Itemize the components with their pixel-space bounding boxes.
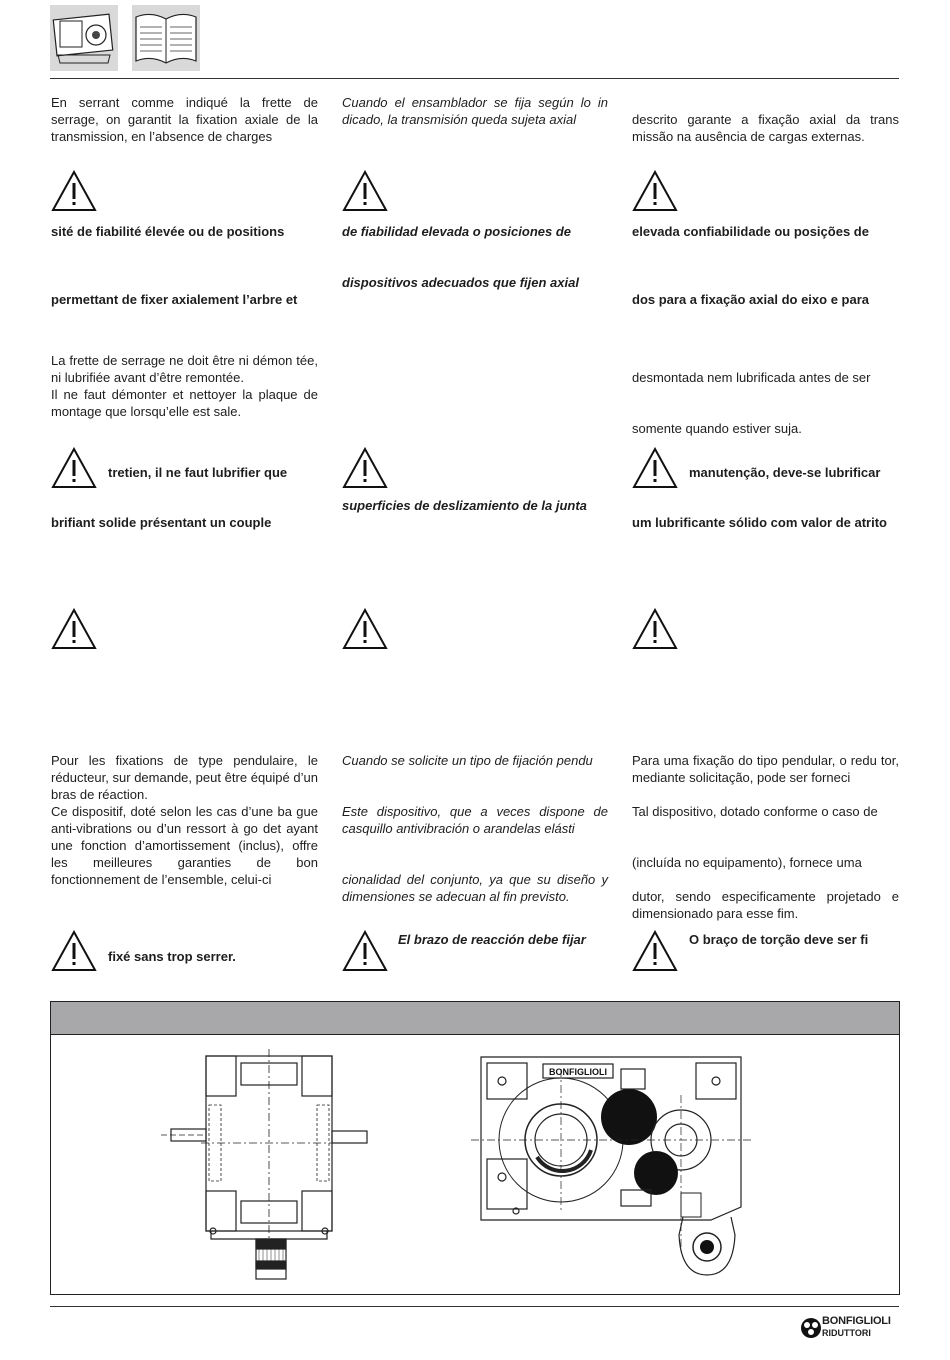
fr-paragraph-3a: Pour les fixations de type pendulaire, le réducteur, sur demande, peut être équipé d’un bras de réaction. [51,753,318,802]
header-rule [50,78,899,79]
open-book-icon [132,5,200,71]
warning-triangle-icon [342,608,388,650]
gearbox-drawings [51,1035,899,1294]
es-paragraph-1: Cuando el ensamblador se fija según lo in dicado, la transmisión queda sujeta axial [342,95,608,127]
pt-paragraph-2a: desmontada nem lubrificada antes de ser [632,370,871,385]
pt-warning-4: O braço de torção deve ser fi [689,932,869,947]
footer-rule [50,1306,899,1307]
header-icons [50,5,200,71]
es-warning-4: El brazo de reacción debe fijar [398,932,586,947]
es-warning-1: de fiabilidad elevada o posiciones de [342,224,572,239]
pt-warning-2b: um lubrificante sólido com valor de atrito [632,515,887,530]
pt-paragraph-3a: Para uma fixação do tipo pendular, o redu tor, mediante solicitação, pode ser forneci [632,753,899,785]
pt-paragraph-3d: dutor, sendo especificamente projetado e dimensionado para esse fim. [632,889,899,921]
warning-triangle-icon [51,930,97,972]
svg-text:BONFIGLIOLI: BONFIGLIOLI [549,1067,607,1077]
es-paragraph-3b: Este dispositivo, que a veces dispone de casquillo antivibración o arandelas elásti [342,804,608,836]
footer-brand: BONFIGLIOLI [822,1315,891,1327]
pt-paragraph-3c: (incluída no equipamento), fornece uma [632,855,862,870]
footer-brand-sub: RIDUTTORI [822,1328,871,1338]
warning-triangle-icon [632,447,678,489]
es-paragraph-3a: Cuando se solicite un tipo de fijación pendu [342,753,593,768]
warning-triangle-icon [342,930,388,972]
warning-triangle-icon [632,608,678,650]
warning-triangle-icon [51,447,97,489]
es-warning-1b: dispositivos adecuados que fijen axial [342,275,579,290]
fr-warning-4: fixé sans trop serrer. [108,949,236,964]
pt-warning-1b: dos para a fixação axial do eixo e para [632,292,869,307]
warning-triangle-icon [632,170,678,212]
warning-triangle-icon [632,930,678,972]
pt-warning-1: elevada confiabilidade ou posições de [632,224,869,239]
pt-paragraph-3b: Tal dispositivo, dotado conforme o caso de [632,804,878,819]
fr-paragraph-3b: Ce dispositif, doté selon les cas d’une ba gue anti-vibrations ou d’un ressort à go det ayant une fonction d’amortissement (inclus), offre les meilleures garanties de bon fonctionnement de l’ensemble, celui-ci [51,804,318,887]
warning-triangle-icon [342,447,388,489]
bonfiglioli-logo-icon [800,1316,822,1340]
fr-warning-1b: permettant de fixer axialement l’arbre et [51,292,298,307]
warning-triangle-icon [342,170,388,212]
fr-warning-2b: brifiant solide présentant un couple [51,515,272,530]
fr-paragraph-2a: La frette de serrage ne doit être ni démon tée, ni lubrifiée avant d’être remontée. [51,353,318,385]
warning-triangle-icon [51,170,97,212]
pt-paragraph-2b: somente quando estiver suja. [632,421,802,436]
pt-warning-2: manutenção, deve-se lubrificar [689,465,881,480]
figure-title-bar [51,1002,899,1035]
gearbox-front-view [471,1057,751,1275]
gearbox-side-view [161,1049,367,1279]
figure-box [50,1001,900,1295]
fr-warning-1: sité de fiabilité élevée ou de positions [51,224,285,239]
es-paragraph-3c: cionalidad del conjunto, ya que su diseño y dimensiones se adecuan al fin previsto. [342,872,608,904]
pt-paragraph-1: descrito garante a fixação axial da trans missão na ausência de cargas externas. [632,112,899,144]
warning-triangle-icon [51,608,97,650]
gearbox-manual-icon [50,5,118,71]
fr-warning-2: tretien, il ne faut lubrifier que [108,465,288,480]
fr-paragraph-2b: Il ne faut démonter et nettoyer la plaque de montage que lorsqu’elle est sale. [51,387,318,419]
fr-paragraph-1: En serrant comme indiqué la frette de serrage, on garantit la fixation axiale de la transmission, en l’absence de charges [51,95,318,144]
es-warning-2: superficies de deslizamiento de la junta [342,498,587,513]
